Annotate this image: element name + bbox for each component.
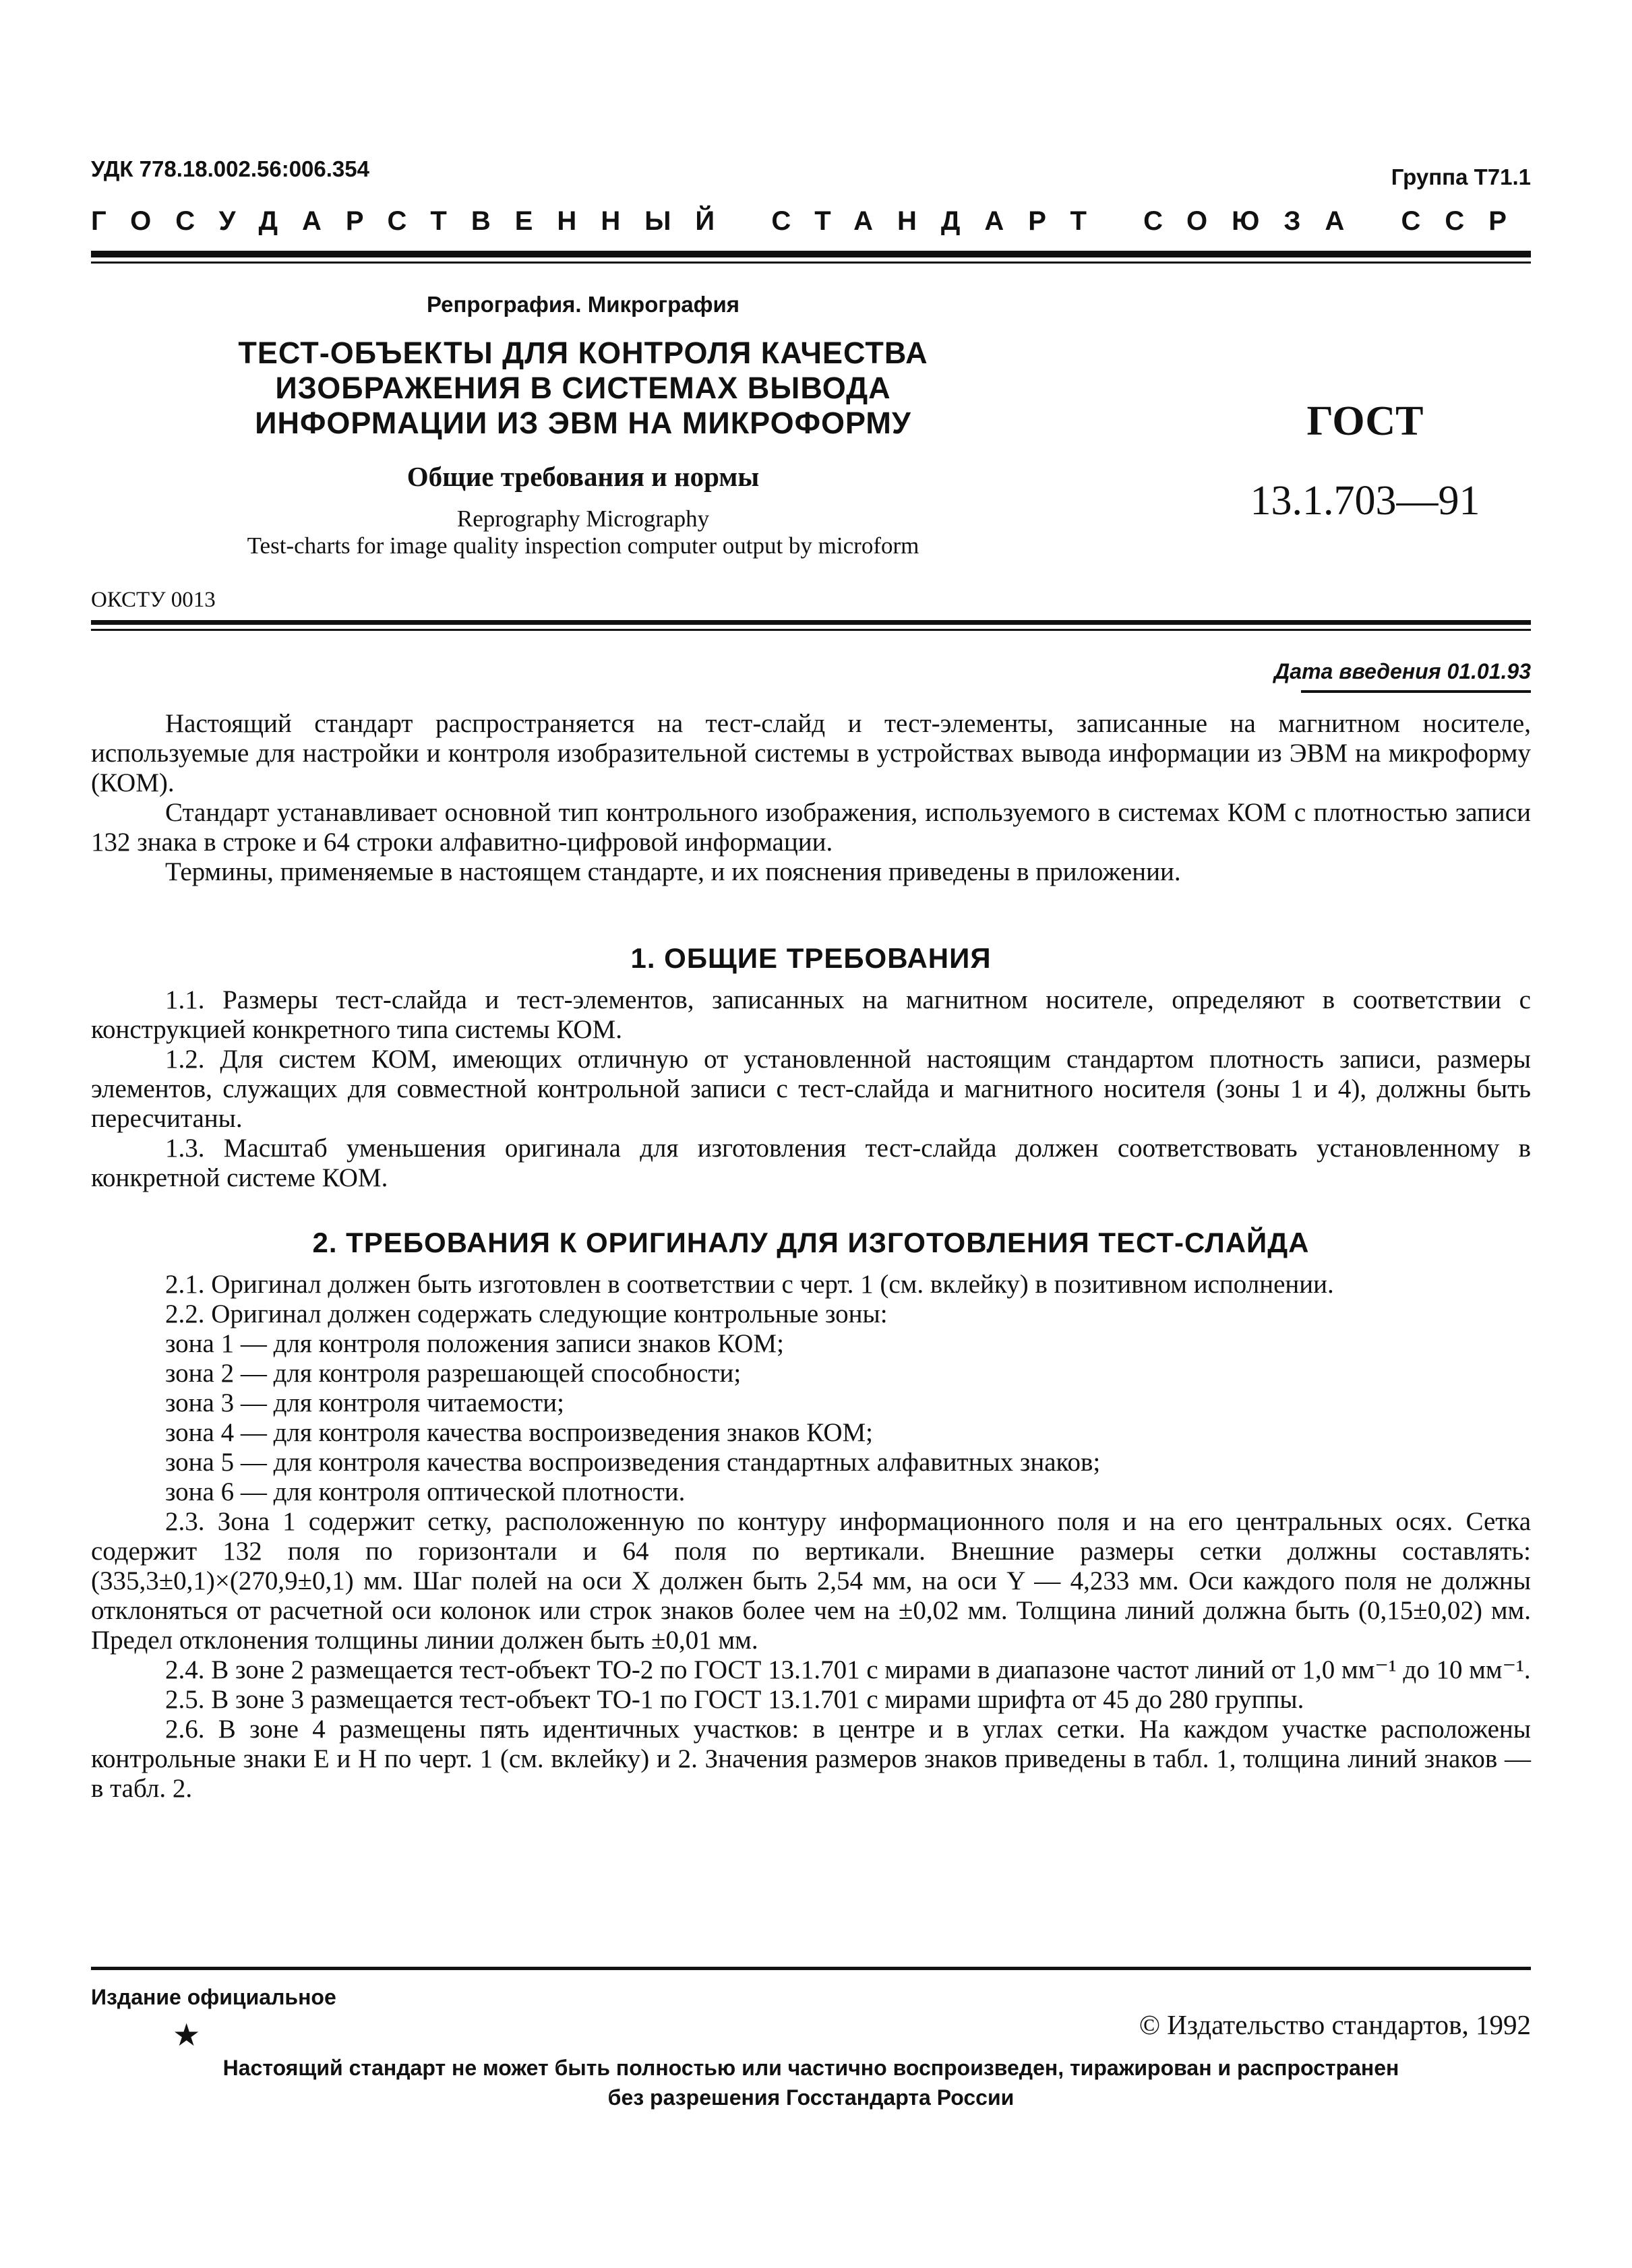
zone-item-5: зона 5 — для контроля качества воспроизведения стандартных алфавитных знаков; bbox=[165, 1448, 1101, 1477]
paragraph-1-2: 1.2. Для систем КОМ, имеющих отличную от установленной настоящим стандартом плотность записи, размеры элементов, служащих для совместной контрольной записи с тест-слайда и магнитного носителя (зоны 1 и 4), должны быть пересчитаны. bbox=[91, 1045, 1531, 1133]
copyright-line-1: Настоящий стандарт не может быть полностью или частично воспроизведен, тиражирован и распространен bbox=[222, 2056, 1399, 2080]
intro-block bbox=[91, 709, 1531, 887]
zone-item-6: зона 6 — для контроля оптической плотности. bbox=[165, 1477, 686, 1506]
okstu-code: ОКСТУ 0013 bbox=[91, 588, 216, 612]
state-standard-line bbox=[91, 206, 1531, 237]
okstu-rule-thick bbox=[91, 620, 1531, 625]
paragraph-2-2: 2.2. Оригинал должен содержать следующие контрольные зоны: bbox=[165, 1299, 888, 1328]
paragraph-2-5: 2.5. В зоне 3 размещается тест-объект ТО-1 по ГОСТ 13.1.701 с мирами шрифта от 45 до 280 группы. bbox=[165, 1685, 1304, 1714]
footer-rule bbox=[91, 1967, 1531, 1970]
title-line-1: ТЕСТ-ОБЪЕКТЫ ДЛЯ КОНТРОЛЯ КАЧЕСТВА bbox=[238, 336, 928, 370]
star-icon: ★ bbox=[173, 2018, 201, 2052]
publisher-copyright: © Издательство стандартов, 1992 bbox=[1139, 2009, 1531, 2040]
title-line-3: ИНФОРМАЦИИ ИЗ ЭВМ НА МИКРОФОРМУ bbox=[255, 406, 911, 440]
subtitle: Общие требования и нормы bbox=[406, 461, 760, 492]
gost-label: ГОСТ bbox=[1306, 398, 1424, 444]
title-line-2: ИЗОБРАЖЕНИЯ В СИСТЕМАХ ВЫВОДА bbox=[275, 371, 891, 405]
gost-number: 13.1.703—91 bbox=[1250, 478, 1480, 524]
introduction-date: Дата введения 01.01.93 bbox=[1274, 659, 1531, 683]
intro-paragraph-2: Стандарт устанавливает основной тип контрольного изображения, используемого в системах КОМ с плотностью записи 132 знака в строке и 64 строки алфавитно-цифровой информации. bbox=[91, 798, 1531, 857]
header-rule-thin bbox=[91, 262, 1531, 264]
okstu-rule-thin bbox=[91, 629, 1531, 631]
paragraph-1-1: 1.1. Размеры тест-слайда и тест-элементов, записанных на магнитном носителе, определяют в соответствии с конструкцией конкретного типа системы КОМ. bbox=[91, 985, 1531, 1044]
copyright-line-2: без разрешения Госстандарта России bbox=[607, 2085, 1015, 2110]
paragraph-1-3: 1.3. Масштаб уменьшения оригинала для изготовления тест-слайда должен соответствовать установленному в конкретной системе КОМ. bbox=[91, 1134, 1531, 1192]
subject-heading: Репрография. Микрография bbox=[426, 292, 740, 317]
main-title bbox=[91, 336, 1075, 441]
english-line-1: Reprography Micrography bbox=[456, 505, 710, 532]
section-1-body bbox=[91, 985, 1531, 1193]
official-edition: Издание официальное bbox=[91, 1985, 336, 2009]
english-title bbox=[91, 505, 1075, 559]
zone-item-4: зона 4 — для контроля качества воспроизведения знаков КОМ; bbox=[165, 1418, 873, 1447]
group-code: Группа Т71.1 bbox=[1391, 164, 1531, 189]
intro-paragraph-3: Термины, применяемые в настоящем стандарте, и их пояснения приведены в приложении. bbox=[165, 857, 1181, 886]
copyright-notice bbox=[91, 2053, 1531, 2112]
paragraph-2-6: 2.6. В зоне 4 размещены пять идентичных участков: в центре и в углах сетки. На каждом участке расположены контрольные знаки Е и Н по черт. 1 (см. вклейку) и 2. Значения размеров знаков приведены в табл. 1, толщина линий знаков — в табл. 2. bbox=[91, 1715, 1531, 1803]
gost-designation bbox=[1200, 381, 1530, 541]
paragraph-2-1: 2.1. Оригинал должен быть изготовлен в соответствии с черт. 1 (см. вклейку) в позитивном исполнении. bbox=[165, 1270, 1334, 1299]
zone-item-1: зона 1 — для контроля положения записи знаков КОМ; bbox=[165, 1329, 784, 1358]
state-word-3: СОЮЗА bbox=[1143, 206, 1369, 236]
paragraph-2-4: 2.4. В зоне 2 размещается тест-объект ТО-2 по ГОСТ 13.1.701 с мирами в диапазоне частот линий от 1,0 мм⁻¹ до 10 мм⁻¹. bbox=[165, 1655, 1531, 1684]
zone-item-2: зона 2 — для контроля разрешающей способности; bbox=[165, 1359, 742, 1388]
state-word-4: ССР bbox=[1401, 206, 1531, 236]
zone-item-3: зона 3 — для контроля читаемости; bbox=[165, 1388, 564, 1417]
header-rule-thick bbox=[91, 251, 1531, 257]
udk-code: УДК 778.18.002.56:006.354 bbox=[91, 156, 369, 181]
date-underline bbox=[1301, 690, 1531, 693]
section-2-title: 2. ТРЕБОВАНИЯ К ОРИГИНАЛУ ДЛЯ ИЗГОТОВЛЕНИЯ ТЕСТ-СЛАЙДА bbox=[312, 1227, 1310, 1258]
state-word-1: ГОСУДАРСТВЕННЫЙ bbox=[91, 206, 739, 236]
section-1-title: 1. ОБЩИЕ ТРЕБОВАНИЯ bbox=[630, 942, 992, 974]
state-word-2: СТАНДАРТ bbox=[771, 206, 1111, 236]
section-2-body bbox=[91, 1270, 1531, 1804]
intro-paragraph-1: Настоящий стандарт распространяется на тест-слайд и тест-элементы, записанные на магнитном носителе, используемые для настройки и контроля изобразительной системы в устройствах вывода информации из ЭВМ на микроформу (КОМ). bbox=[91, 709, 1531, 797]
paragraph-2-3: 2.3. Зона 1 содержит сетку, расположенную по контуру информационного поля и на его центральных осях. Сетка содержит 132 поля по горизонтали и 64 поля по вертикали. Внешние размеры сетки должны составлять: (335,3±0,1)×(270,9±0,1) мм. Шаг полей на оси X должен быть 2,54 мм, на оси Y — 4,233 мм. Оси каждого поля не должны отклоняться от расчетной оси колонок или строк знаков более чем на ±0,02 мм. Толщина линий должна быть (0,15±0,02) мм. Предел отклонения толщины линии должен быть ±0,01 мм. bbox=[91, 1507, 1531, 1655]
english-line-2: Test-charts for image quality inspection computer output by microform bbox=[247, 532, 919, 559]
